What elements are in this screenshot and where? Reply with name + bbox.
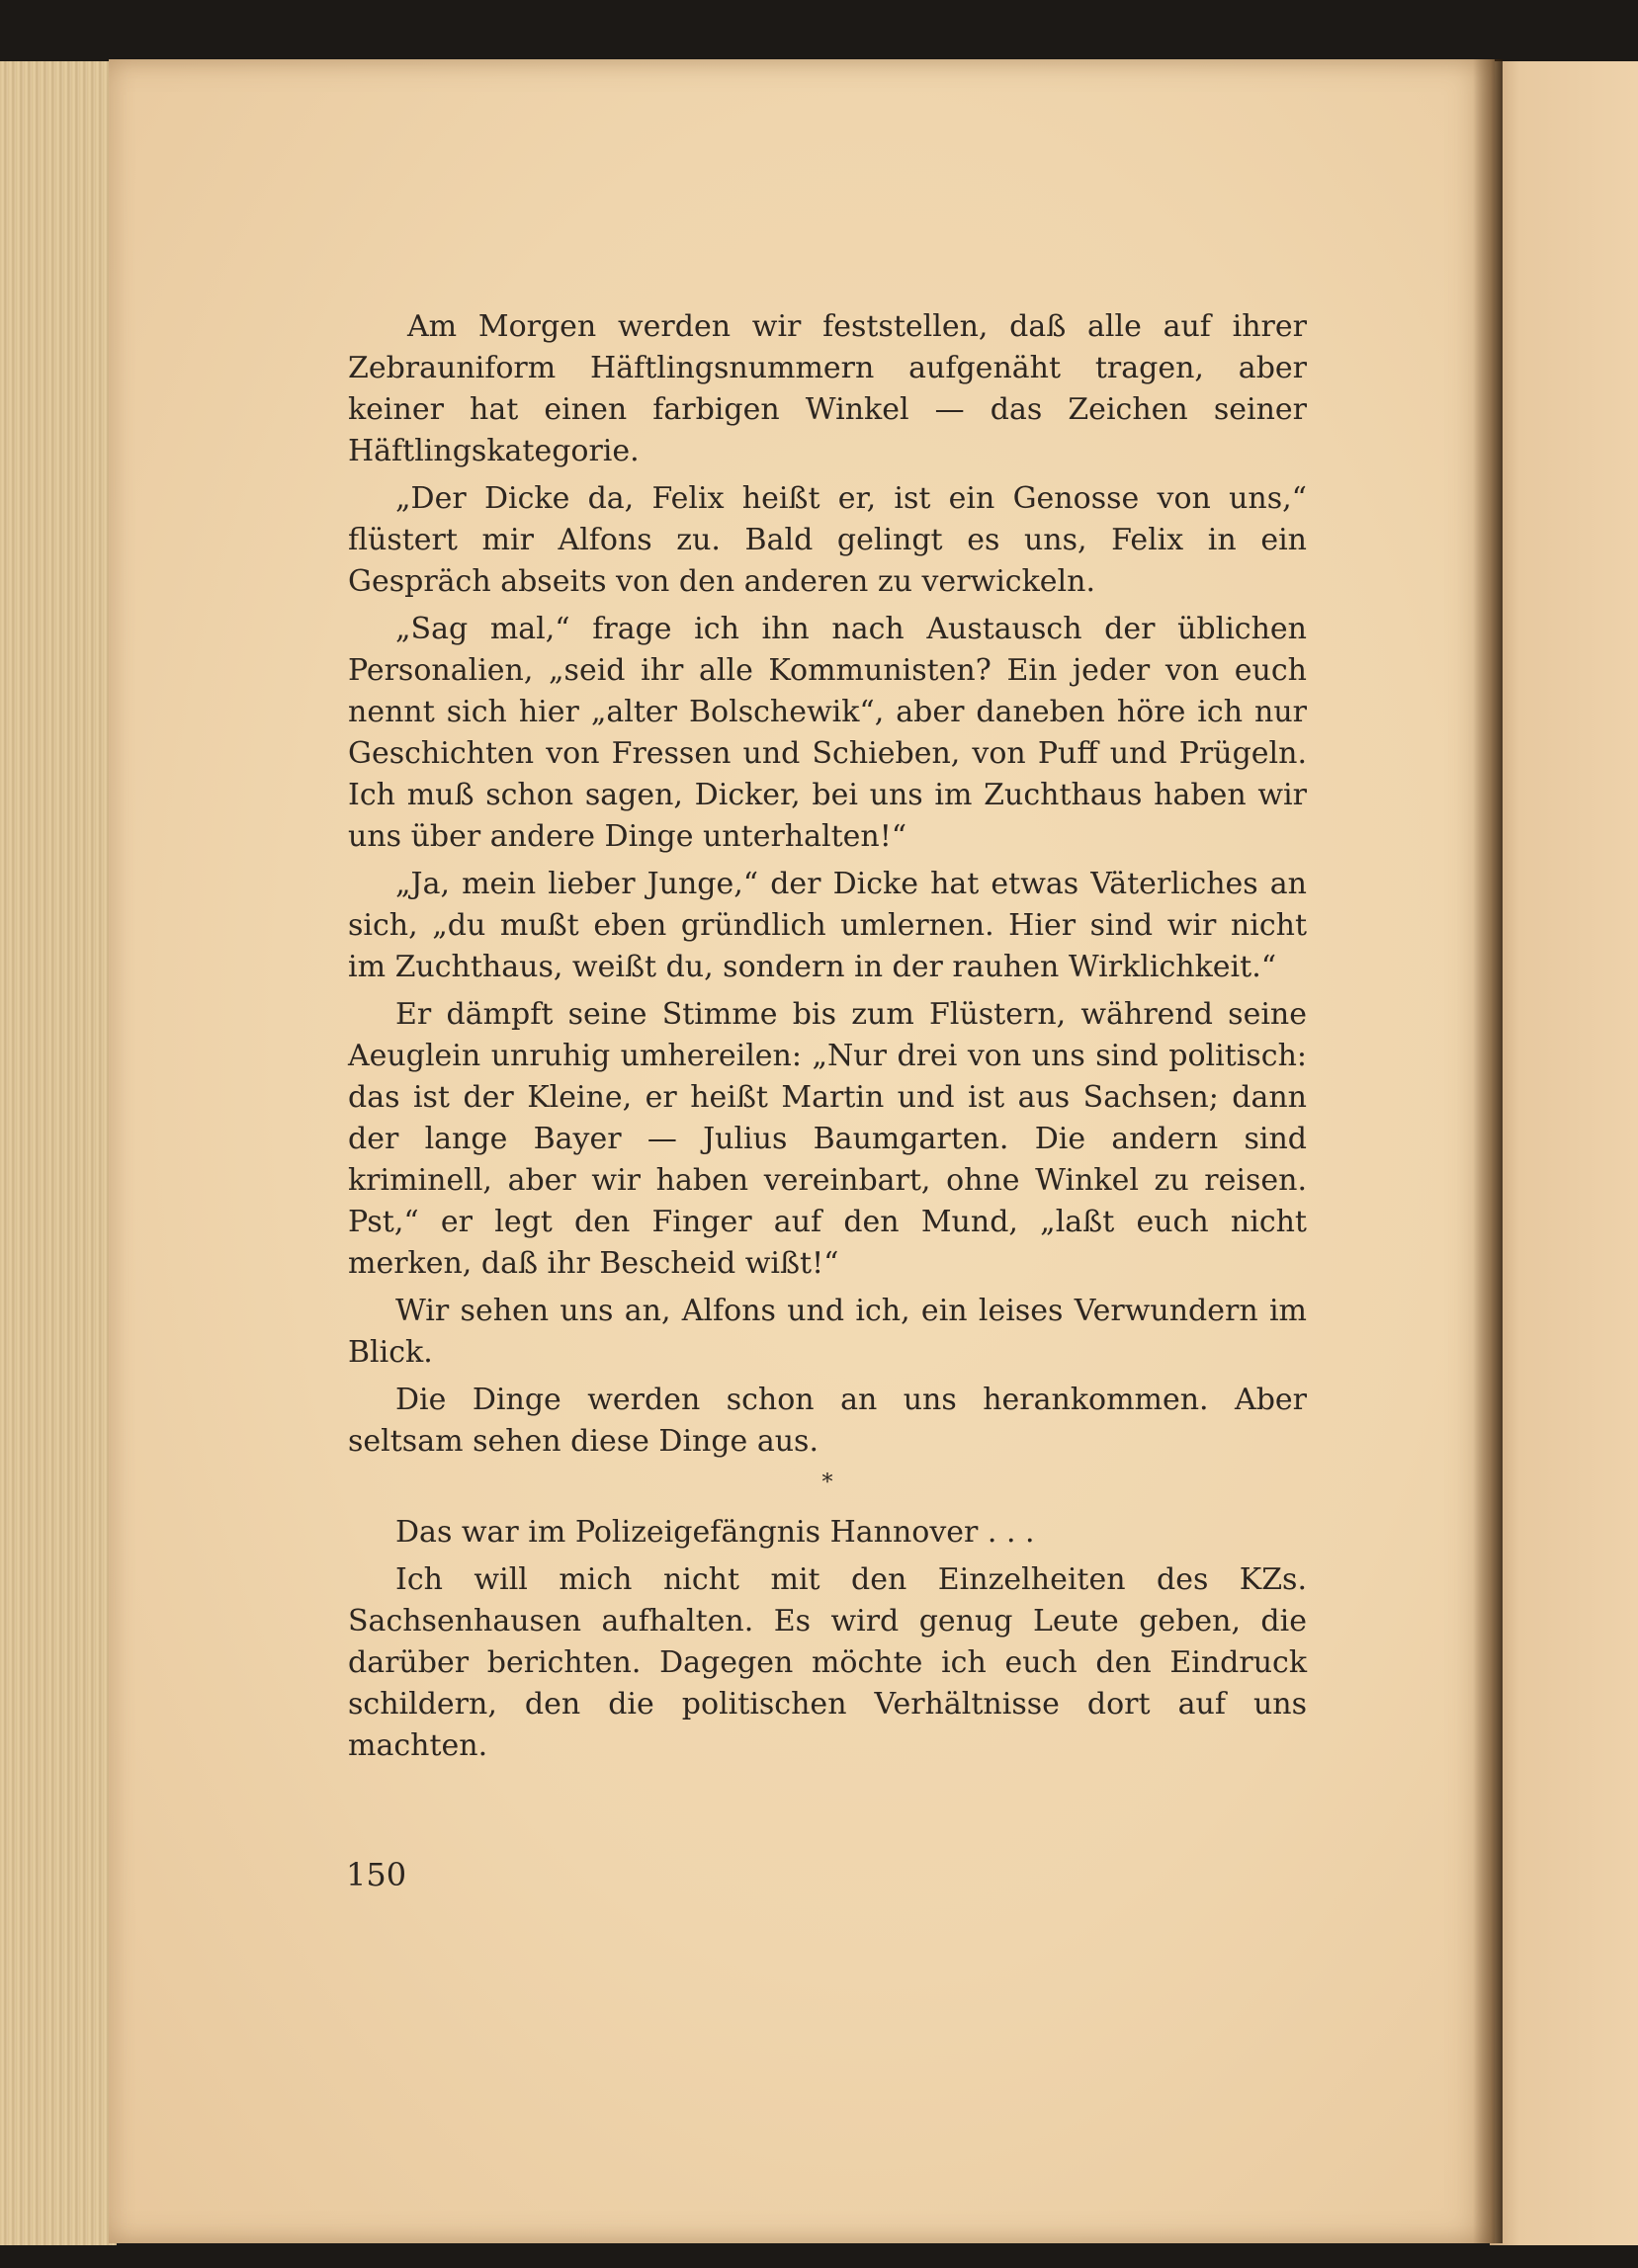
paragraph: Am Morgen werden wir feststellen, daß alle auf ihrer Zebrauniform Häftlingsnummern aufgenäht tragen, aber keiner hat einen farbigen Winkel — das Zeichen seiner Häftlingskategorie. xyxy=(348,309,1307,468)
page-stack-edge xyxy=(0,61,117,2245)
body-text xyxy=(348,306,1307,1773)
section-break-asterisk: * xyxy=(821,1470,833,1495)
page-number: 150 xyxy=(346,1856,407,1893)
gutter-shadow xyxy=(1473,59,1503,2243)
facing-page-edge xyxy=(1490,61,1638,2245)
paragraph: Er dämpft seine Stimme bis zum Flüstern, während seine Aeuglein unruhig umhereilen: „Nur drei von uns sind politisch: das ist der Kleine, er heißt Martin und ist aus Sachsen; dann der lange Bayer — Julius Baumgarten. Die andern sind kriminell, aber wir haben vereinbart, ohne Winkel zu reisen. Pst,“ er legt den Finger auf den Mund, „laßt euch nicht merken, daß ihr Bescheid wißt!“ xyxy=(348,997,1307,1281)
paragraph: Das war im Polizeigefängnis Hannover . . . xyxy=(395,1515,1035,1550)
paragraph: „Ja, mein lieber Junge,“ der Dicke hat etwas Väterliches an sich, „du mußt eben gründlich umlernen. Hier sind wir nicht im Zuchthaus, weißt du, sondern in der rauhen Wirklichkeit.“ xyxy=(348,867,1307,984)
paragraph: „Sag mal,“ frage ich ihn nach Austausch der üblichen Personalien, „seid ihr alle Kommunisten? Ein jeder von euch nennt sich hier „alter Bolschewik“, aber daneben höre ich nur Geschichten von Fressen und Schieben, von Puff und Prügeln. Ich muß schon sagen, Dicker, bei uns im Zuchthaus haben wir uns über andere Dinge unterhalten!“ xyxy=(348,612,1307,854)
paragraph: Ich will mich nicht mit den Einzelheiten des KZs. Sachsenhausen aufhalten. Es wird genug Leute geben, die darüber berichten. Dagegen möchte ich euch den Eindruck schildern, den die politischen Verhältnisse dort auf uns machten. xyxy=(348,1562,1307,1763)
paragraph: Die Dinge werden schon an uns herankommen. Aber seltsam sehen diese Dinge aus. xyxy=(348,1383,1307,1459)
paragraph: „Der Dicke da, Felix heißt er, ist ein Genosse von uns,“ flüstert mir Alfons zu. Bald gelingt es uns, Felix in ein Gespräch abseits von den anderen zu verwickeln. xyxy=(348,481,1307,599)
paragraph: Wir sehen uns an, Alfons und ich, ein leises Verwundern im Blick. xyxy=(348,1294,1307,1370)
